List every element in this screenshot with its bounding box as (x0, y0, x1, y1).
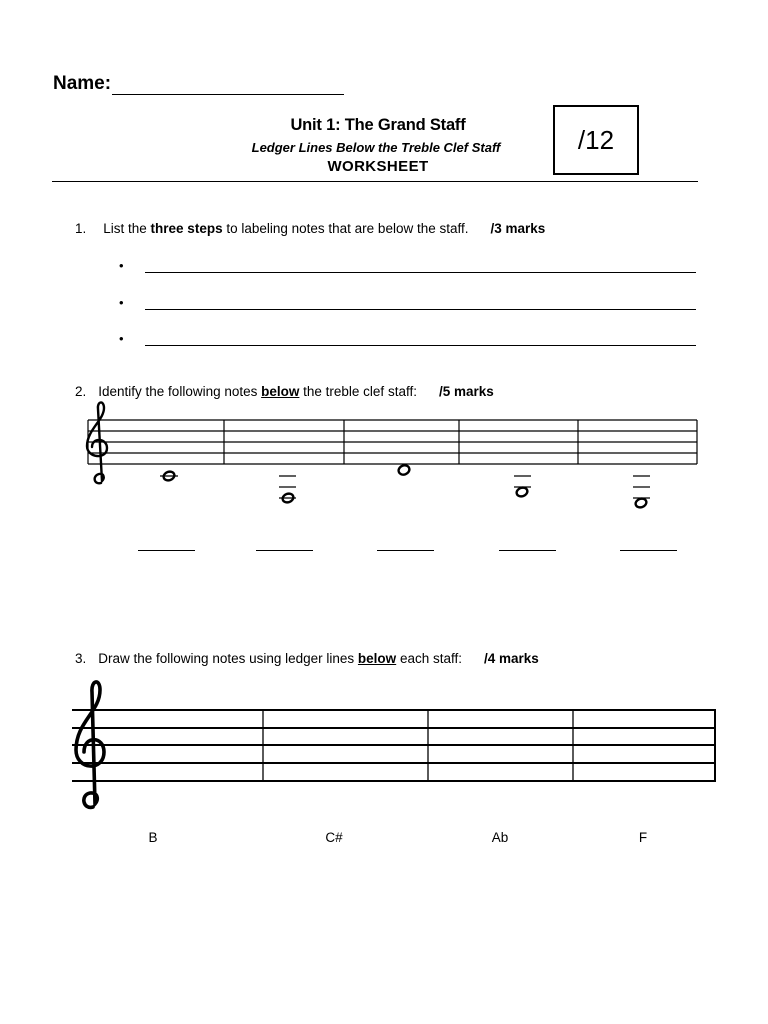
question-1-number: 1. (75, 221, 87, 236)
question-3-marks: /4 marks (483, 651, 539, 666)
note-label-2: C# (325, 830, 343, 845)
question-3 (75, 651, 539, 666)
answer-line-note-2[interactable] (256, 550, 313, 551)
treble-clef-icon (87, 402, 107, 483)
note-label-1: B (148, 830, 158, 845)
question-3-text-before: Draw the following notes using ledger lines (98, 651, 358, 666)
whole-note-1 (160, 470, 178, 482)
question-2-text-before: Identify the following notes (98, 384, 262, 399)
answer-line-note-3[interactable] (377, 550, 434, 551)
question-2-text-after: the treble clef staff: (299, 384, 417, 399)
answer-line-note-4[interactable] (499, 550, 556, 551)
question-2-marks: /5 marks (438, 384, 494, 399)
whole-note-4 (514, 476, 531, 498)
question-1-marks: /3 marks (490, 221, 546, 236)
question-3-text-after: each staff: (396, 651, 462, 666)
whole-note-3 (397, 464, 410, 476)
note-label-4: F (638, 830, 648, 845)
whole-note-5 (633, 476, 650, 509)
whole-note-2 (279, 476, 296, 504)
question-3-underlined: below (357, 651, 397, 666)
bullet-1: • (119, 258, 124, 273)
bullet-2: • (119, 295, 124, 310)
staff-question-2 (88, 420, 697, 464)
question-3-number: 3. (75, 651, 87, 666)
score-total: /12 (577, 124, 615, 155)
question-1-bold: three steps (150, 221, 223, 236)
worksheet-label: WORKSHEET (327, 158, 429, 175)
note-label-3: Ab (491, 830, 509, 845)
question-1-text-after: to labeling notes that are below the staff. (222, 221, 469, 236)
worksheet-subtitle: Ledger Lines Below the Treble Clef Staff (251, 140, 501, 155)
staff-question-3 (72, 710, 716, 781)
question-1-text-before: List the (103, 221, 151, 236)
question-2-number: 2. (75, 384, 87, 399)
bullet-3: • (119, 331, 124, 346)
name-label: Name: (53, 73, 112, 94)
answer-line-note-5[interactable] (620, 550, 677, 551)
answer-line-note-1[interactable] (138, 550, 195, 551)
worksheet-title: Unit 1: The Grand Staff (290, 116, 466, 134)
question-2-underlined: below (261, 384, 300, 399)
